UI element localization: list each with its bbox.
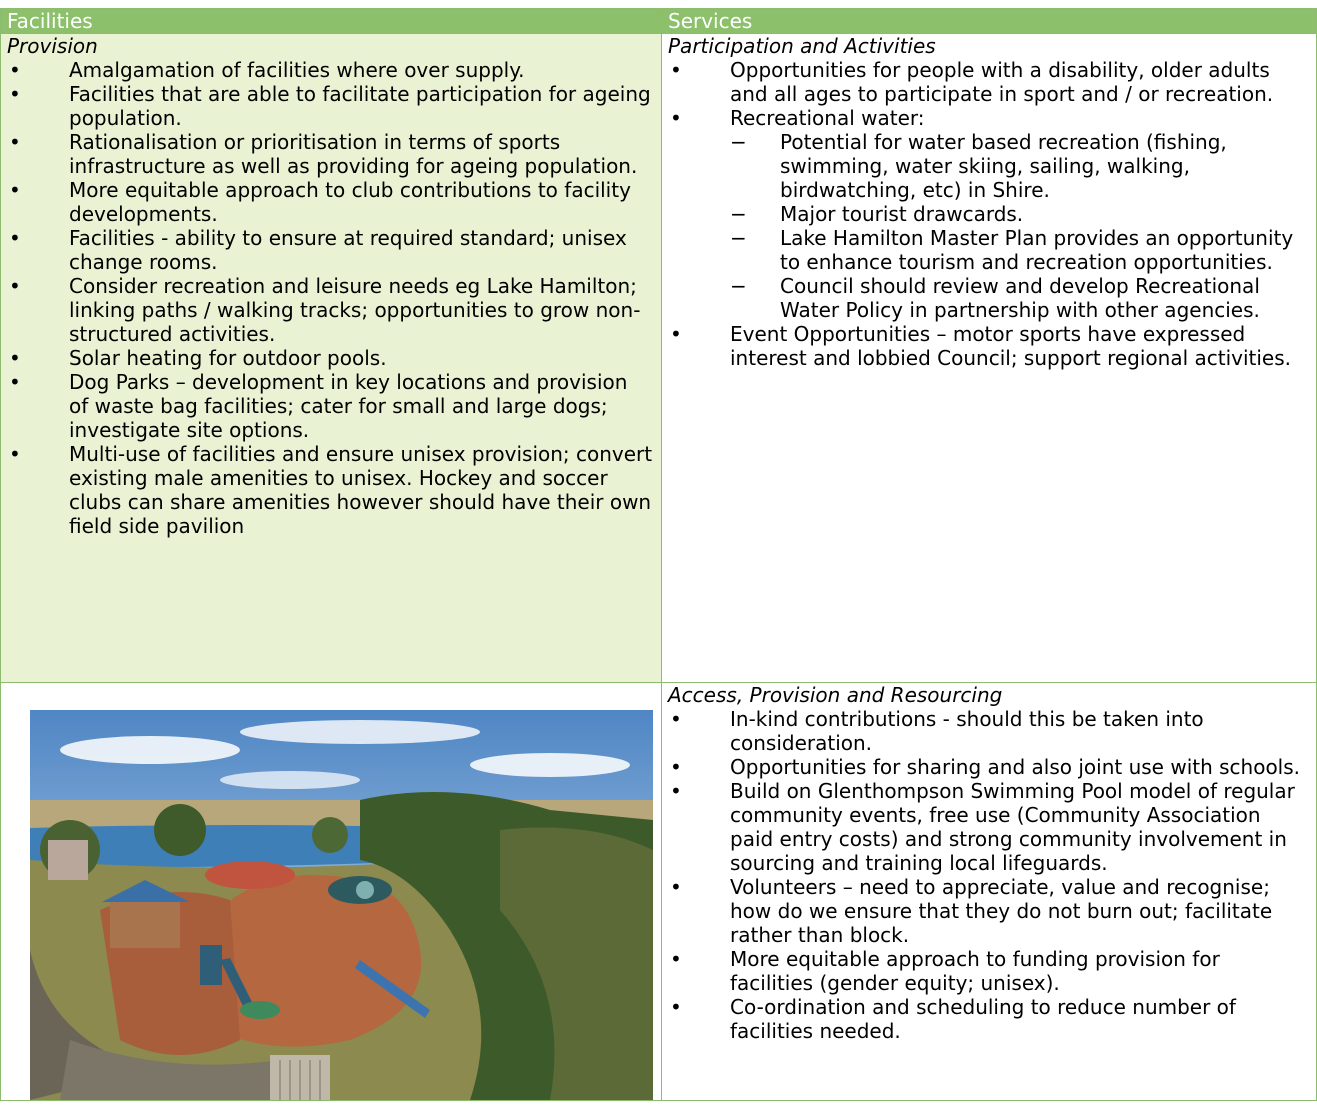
sub-list-item-text: Potential for water based recreation (fishing, swimming, water skiing, sailing, walking, birdwatching, etc) in Shire. <box>780 130 1227 202</box>
header-row <box>1 9 1317 34</box>
list-item <box>662 58 1316 106</box>
facilities-services-table <box>0 8 1317 1101</box>
sub-list-item <box>730 202 1308 226</box>
sub-list-item <box>730 226 1308 274</box>
list-item-text: Volunteers – need to appreciate, value and recognise; how do we ensure that they do not burn out; facilitate rather than block. <box>730 875 1273 947</box>
facilities-header: Facilities <box>1 9 662 34</box>
list-item <box>662 322 1316 370</box>
list-item <box>662 779 1316 875</box>
dash-icon: − <box>730 130 747 154</box>
bullet-icon: • <box>670 106 682 130</box>
list-item <box>1 58 661 82</box>
bullet-icon: • <box>9 274 21 298</box>
list-item-text: Event Opportunities – motor sports have expressed interest and lobbied Council; support regional activities. <box>730 322 1292 370</box>
list-item-text: Recreational water: <box>730 106 925 130</box>
list-item-text: Dog Parks – development in key locations and provision of waste bag facilities; cater for small and large dogs; investigate site options. <box>69 370 628 442</box>
list-item <box>1 274 661 346</box>
bullet-icon: • <box>670 58 682 82</box>
provision-cell <box>1 34 662 683</box>
bullet-icon: • <box>9 82 21 106</box>
bullet-icon: • <box>670 322 682 346</box>
sub-list-item-text: Major tourist drawcards. <box>780 202 1024 226</box>
bullet-icon: • <box>9 178 21 202</box>
participation-cell <box>662 34 1317 683</box>
list-item-text: Opportunities for sharing and also joint use with schools. <box>730 755 1301 779</box>
sub-list-item-text: Council should review and develop Recreational Water Policy in partnership with other agencies. <box>780 274 1260 322</box>
list-item <box>662 755 1316 779</box>
list-item <box>1 130 661 178</box>
bullet-icon: • <box>670 875 682 899</box>
list-item <box>1 82 661 130</box>
bullet-icon: • <box>670 707 682 731</box>
list-item-text: Rationalisation or prioritisation in terms of sports infrastructure as well as providing for ageing population. <box>69 130 638 178</box>
list-item <box>1 178 661 226</box>
dash-icon: − <box>730 202 747 226</box>
list-item-text: Consider recreation and leisure needs eg Lake Hamilton; linking paths / walking tracks; opportunities to grow non-structured activities. <box>69 274 641 346</box>
bullet-icon: • <box>670 947 682 971</box>
playground-photo <box>30 710 653 1100</box>
list-item-text: Build on Glenthompson Swimming Pool model of regular community events, free use (Community Association paid entry costs) and strong community involvement in sourcing and training local lifeguards. <box>730 779 1295 875</box>
bullet-icon: • <box>9 58 21 82</box>
list-item <box>1 370 661 442</box>
list-item-text: Co-ordination and scheduling to reduce number of facilities needed. <box>730 995 1236 1043</box>
sub-list-item-text: Lake Hamilton Master Plan provides an opportunity to enhance tourism and recreation opportunities. <box>780 226 1294 274</box>
bullet-icon: • <box>670 779 682 803</box>
list-item-text: Facilities - ability to ensure at required standard; unisex change rooms. <box>69 226 627 274</box>
list-item <box>1 346 661 370</box>
list-item-text: Solar heating for outdoor pools. <box>69 346 387 370</box>
participation-title: Participation and Activities <box>668 34 936 58</box>
list-item <box>1 226 661 274</box>
sub-list-item <box>730 274 1308 322</box>
dash-icon: − <box>730 274 747 298</box>
bullet-icon: • <box>9 226 21 250</box>
dash-icon: − <box>730 226 747 250</box>
bullet-icon: • <box>9 370 21 394</box>
list-item <box>1 442 661 538</box>
row-2 <box>1 683 1317 1101</box>
participation-list <box>662 58 1316 370</box>
photo-frame <box>1 683 661 1100</box>
list-item <box>662 707 1316 755</box>
list-item-text: More equitable approach to funding provision for facilities (gender equity; unisex). <box>730 947 1220 995</box>
list-item-text: Opportunities for people with a disability, older adults and all ages to participate in sport and / or recreation. <box>730 58 1274 106</box>
list-item <box>662 875 1316 947</box>
provision-list <box>1 58 661 538</box>
row-1 <box>1 34 1317 683</box>
bullet-icon: • <box>670 995 682 1019</box>
access-list <box>662 707 1316 1043</box>
bullet-icon: • <box>9 346 21 370</box>
bullet-icon: • <box>9 442 21 466</box>
list-item-text: Multi-use of facilities and ensure unisex provision; convert existing male amenities to unisex. Hockey and soccer clubs can share amenities however should have their own field side pavilion <box>69 442 653 538</box>
list-item <box>662 995 1316 1043</box>
photo-cell <box>1 683 662 1101</box>
list-item-text: More equitable approach to club contributions to facility developments. <box>69 178 631 226</box>
sub-list-item <box>730 130 1308 202</box>
bullet-icon: • <box>670 755 682 779</box>
list-item <box>662 106 1316 322</box>
services-header: Services <box>662 9 1317 34</box>
bullet-icon: • <box>9 130 21 154</box>
list-item-text: Facilities that are able to facilitate participation for ageing population. <box>69 82 651 130</box>
list-item-text: In-kind contributions - should this be taken into consideration. <box>730 707 1204 755</box>
list-item <box>662 947 1316 995</box>
access-title: Access, Provision and Resourcing <box>668 683 1003 707</box>
provision-title: Provision <box>7 34 98 58</box>
recreational-water-sublist <box>730 130 1308 322</box>
access-cell <box>662 683 1317 1101</box>
list-item-text: Amalgamation of facilities where over supply. <box>69 58 525 82</box>
